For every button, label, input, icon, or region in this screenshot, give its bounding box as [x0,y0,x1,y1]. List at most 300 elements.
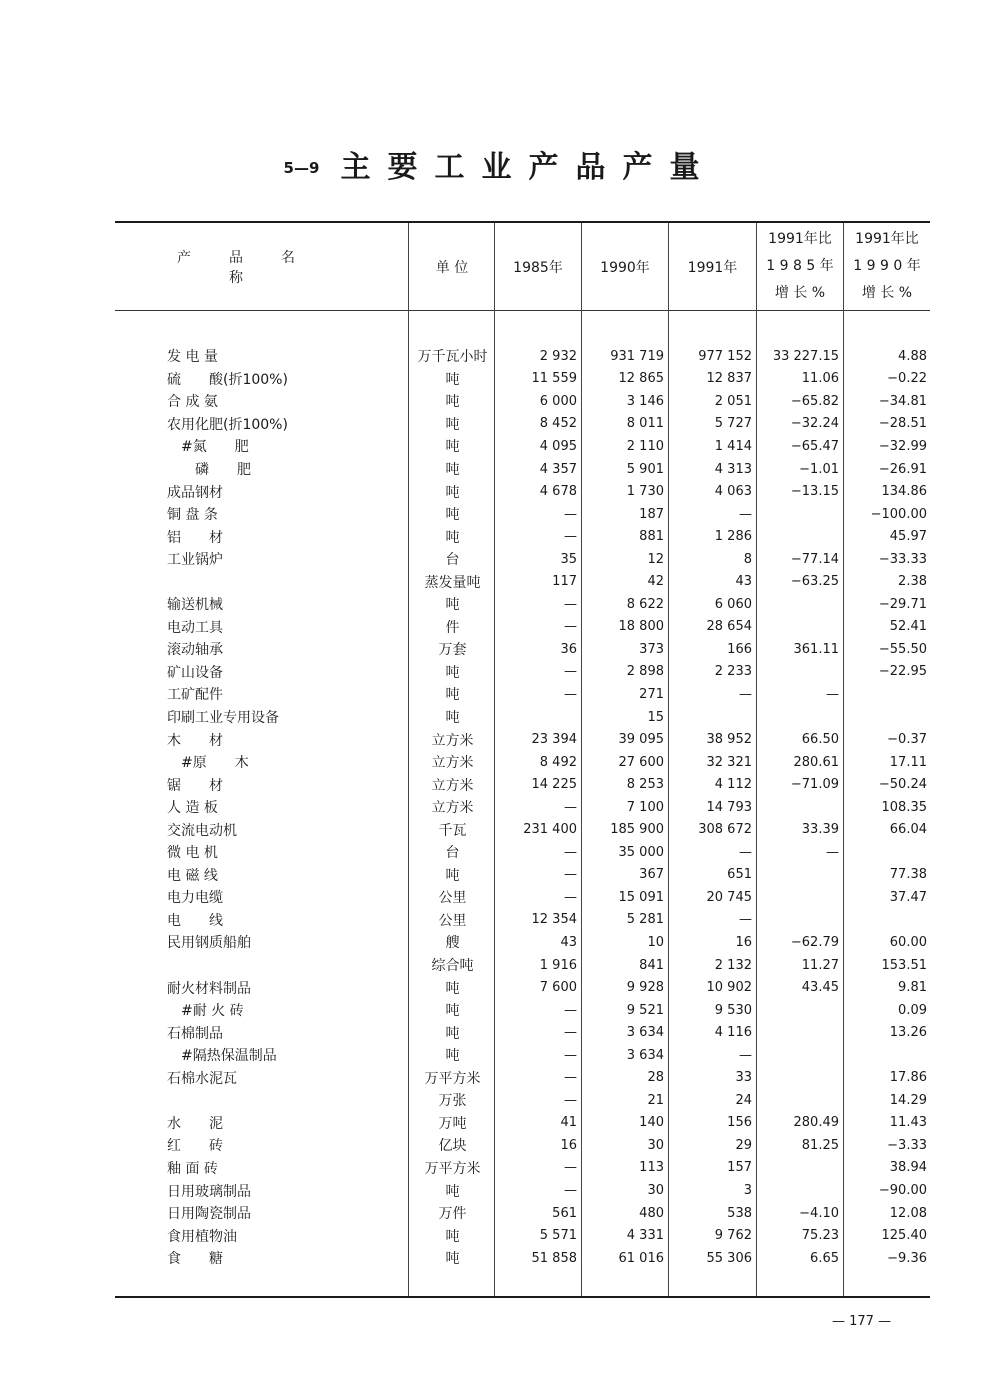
value-1985: 2 932 [539,348,577,364]
product-name: 铝 材 [167,529,223,546]
value-1985: 11 559 [531,371,577,387]
growth-vs-1985: 81.25 [801,1137,839,1153]
growth-vs-1990: 13.26 [889,1025,927,1041]
value-1990: 10 [647,934,664,950]
table-row [115,1179,932,1202]
table-row [115,1224,932,1247]
value-1991: — [739,1047,752,1063]
growth-vs-1990: 108.35 [881,799,927,815]
value-1991 [669,706,757,729]
growth-vs-1985 [757,503,844,526]
product-name: 输送机械 [167,597,223,614]
unit: 吨 [445,371,460,388]
value-1990: 27 600 [618,754,664,770]
growth-vs-1990: 9.81 [898,980,927,996]
growth-vs-1990: 52.41 [889,619,927,635]
unit: 亿块 [438,1138,467,1155]
table-row [115,796,932,819]
growth-vs-1990: −26.91 [878,461,927,477]
value-1991: 29 [735,1137,752,1153]
value-1985: — [564,529,577,545]
growth-vs-1985: 6.65 [810,1250,839,1266]
growth-vs-1985: 280.61 [793,754,839,770]
value-1985: — [564,799,577,815]
value-1985: 8 492 [539,754,577,770]
growth-vs-1990: 60.00 [889,934,927,950]
value-1991: 2 051 [714,393,752,409]
growth-vs-1985: 43.45 [801,980,839,996]
growth-vs-1985: −71.09 [790,777,839,793]
value-1985: 8 452 [539,416,577,432]
growth-vs-1990: 153.51 [881,957,927,973]
product-name: 红 砖 [167,1138,223,1155]
product-name [115,954,410,977]
unit: 吨 [445,597,460,614]
product-name: 微 电 机 [167,845,218,862]
value-1991: 3 [743,1183,752,1198]
header-1991: 1991年 [687,259,738,276]
table-row [115,976,932,999]
unit: 吨 [445,439,460,456]
product-name: 矿山设备 [167,664,223,681]
value-1990: 3 634 [626,1047,664,1063]
product-name: 日用陶瓷制品 [167,1206,251,1223]
value-1991: 1 286 [714,529,752,545]
table-row [115,773,932,796]
value-1991: 166 [727,641,752,657]
value-1991: 10 902 [706,980,752,996]
table-row [115,1202,932,1225]
value-1990: 15 [647,709,664,725]
value-1985: 43 [560,934,577,950]
value-1990: 140 [639,1115,664,1131]
growth-vs-1990: −50.24 [878,777,927,793]
growth-vs-1990: 45.97 [889,529,927,545]
table-row [115,368,932,391]
value-1985: — [564,1070,577,1086]
page-number: — 177 — [832,1314,892,1329]
value-1991: — [739,844,752,860]
value-1985: 231 400 [523,822,577,838]
unit: 综合吨 [431,958,474,975]
value-1985 [495,706,582,729]
value-1991: 538 [727,1205,752,1221]
growth-vs-1985 [757,661,844,684]
table-row [115,1044,932,1067]
growth-vs-1990 [844,706,932,729]
growth-vs-1990: 37.47 [889,889,927,905]
growth-vs-1985 [757,999,844,1022]
unit: 万张 [438,1093,467,1110]
growth-vs-1985: 280.49 [793,1115,839,1131]
value-1990: 12 865 [618,371,664,387]
growth-vs-1985: −32.24 [790,416,839,432]
growth-vs-1985 [757,796,844,819]
value-1985: — [564,1092,577,1108]
growth-vs-1990: 4.88 [898,348,927,364]
header-growth-vs-1985-line2: 1 9 8 5 年 [766,258,834,274]
growth-vs-1990: −9.36 [887,1250,927,1266]
growth-vs-1985: 11.27 [801,957,839,973]
growth-vs-1990: −100.00 [870,506,927,522]
value-1985: — [564,619,577,635]
growth-vs-1985 [757,1021,844,1044]
value-1990: 5 281 [626,912,664,928]
growth-vs-1985: −62.79 [790,934,839,950]
value-1991: 14 793 [706,799,752,815]
value-1985: — [564,664,577,680]
table-title-text: 主要工业产品产量 [340,150,717,185]
unit: 台 [445,552,460,569]
value-1991: 5 727 [714,416,752,432]
growth-vs-1985: — [826,844,839,860]
unit: 立方米 [431,777,474,794]
value-1990: 15 091 [618,889,664,905]
table-row [115,1134,932,1157]
unit: 吨 [445,710,460,727]
header-growth-vs-1985 [757,223,843,310]
product-name: 食 糖 [167,1251,223,1268]
table-row [115,1112,932,1135]
product-name: #原 木 [167,755,249,772]
value-1985: 51 858 [531,1250,577,1266]
value-1991: 8 [743,551,752,567]
growth-vs-1990: −22.95 [878,664,927,680]
product-name: 农用化肥(折100%) [167,416,288,433]
value-1985: — [564,1047,577,1063]
growth-vs-1985 [757,909,844,932]
unit: 吨 [445,394,460,411]
growth-vs-1985 [757,1179,844,1202]
growth-vs-1985 [757,1157,844,1180]
growth-vs-1990: 14.29 [889,1092,927,1108]
unit: 吨 [445,664,460,681]
value-1991: 2 233 [714,664,752,680]
table-row [115,841,932,864]
value-1990: 21 [647,1092,664,1108]
table-row [115,909,932,932]
product-name: #氮 肥 [167,439,249,456]
table-row [115,413,932,436]
growth-vs-1990: −28.51 [878,416,927,432]
value-1990: 931 719 [610,348,664,364]
growth-vs-1990: 66.04 [889,822,927,838]
unit: 万吨 [438,1115,467,1132]
value-1990: 3 634 [626,1025,664,1041]
growth-vs-1985: −4.10 [799,1205,839,1221]
product-name: 人 造 板 [167,800,218,817]
growth-vs-1985 [757,1089,844,1112]
value-1991: 4 063 [714,484,752,500]
product-name: 石棉制品 [167,1025,223,1042]
growth-vs-1985: — [826,686,839,702]
product-name: 锯 材 [167,777,223,794]
growth-vs-1990: −3.33 [887,1137,927,1153]
growth-vs-1990: 0.09 [898,1002,927,1018]
product-name: 滚动轴承 [167,642,223,659]
value-1985: 7 600 [539,980,577,996]
value-1985: 14 225 [531,777,577,793]
growth-vs-1990: −34.81 [878,393,927,409]
value-1990: 35 000 [618,844,664,860]
product-name: 铜 盘 条 [167,507,218,524]
value-1990: 8 622 [626,596,664,612]
table-row [115,458,932,481]
growth-vs-1985 [757,593,844,616]
table-row [115,638,932,661]
unit: 吨 [445,462,460,478]
value-1990: 271 [639,686,664,702]
value-1991: 156 [727,1115,752,1131]
value-1985: 117 [552,574,577,590]
header-growth-vs-1990-line1: 1991年比 [855,231,919,247]
growth-vs-1990 [844,909,932,932]
value-1991: 977 152 [698,348,752,364]
value-1991: 651 [727,867,752,883]
table-row [115,954,932,977]
table-row [115,886,932,909]
growth-vs-1985: −65.47 [790,438,839,454]
value-1991: 157 [727,1160,752,1176]
product-name: 磷 肥 [167,462,251,478]
growth-vs-1990: −90.00 [878,1183,927,1198]
unit: 立方米 [431,732,474,749]
product-name: 电动工具 [167,619,223,636]
growth-vs-1985 [757,886,844,909]
value-1991: 2 132 [714,957,752,973]
value-1990: 8 011 [626,416,664,432]
value-1985: 6 000 [539,393,577,409]
growth-vs-1990: 125.40 [881,1228,927,1244]
product-name: 工业锅炉 [167,552,223,569]
unit: 公里 [438,890,467,907]
value-1991: 1 414 [714,438,752,454]
value-1991: 4 112 [714,777,752,793]
value-1990: 42 [647,574,664,590]
product-name: 电力电缆 [167,890,223,907]
value-1991: 4 116 [714,1025,752,1041]
table-row [115,1157,932,1180]
growth-vs-1990: 2.38 [898,574,927,590]
value-1990: 1 730 [626,484,664,500]
header-1985: 1985年 [513,259,563,276]
value-1991: 43 [735,574,752,590]
value-1991: 16 [735,934,752,950]
value-1985: — [564,506,577,522]
value-1990: 480 [639,1205,664,1221]
growth-vs-1985 [757,1044,844,1067]
value-1990: 113 [639,1160,664,1176]
growth-vs-1985: 33 227.15 [772,348,839,364]
product-name: 交流电动机 [167,822,237,839]
value-1985: 35 [560,551,577,567]
unit: 吨 [445,507,460,524]
product-name: 硫 酸(折100%) [167,371,288,388]
table-row [115,1247,932,1270]
value-1985: — [564,1160,577,1176]
product-name: 食用植物油 [167,1228,237,1245]
value-1985: 5 571 [539,1228,577,1244]
unit: 吨 [445,1251,460,1268]
value-1990: 5 901 [626,461,664,477]
growth-vs-1990: 17.11 [889,754,927,770]
unit: 吨 [445,1183,460,1200]
growth-vs-1990: 11.43 [889,1115,927,1131]
value-1991: 55 306 [706,1250,752,1266]
growth-vs-1985 [757,525,844,548]
growth-vs-1985: 33.39 [801,822,839,838]
product-name: 合 成 氨 [167,394,218,411]
table-row [115,345,932,368]
growth-vs-1990: 38.94 [889,1160,927,1176]
header-rule [115,310,930,311]
unit: 件 [445,619,460,636]
unit: 吨 [445,529,460,546]
growth-vs-1985: −77.14 [790,551,839,567]
value-1991: 9 762 [714,1228,752,1244]
value-1991: 32 321 [706,754,752,770]
unit: 蒸发量吨 [424,574,481,591]
table-row [115,818,932,841]
table-row [115,593,932,616]
value-1985: — [564,1025,577,1041]
unit: 吨 [445,484,460,501]
unit: 吨 [445,1048,460,1065]
product-name: 成品钢材 [167,484,223,501]
product-name: 发 电 量 [167,349,218,366]
value-1990: 18 800 [618,619,664,635]
value-1985: — [564,889,577,905]
header-growth-vs-1990-line2: 1 9 9 0 年 [853,258,921,274]
product-name: 釉 面 砖 [167,1160,218,1177]
value-1985: 16 [560,1137,577,1153]
product-name: 印刷工业专用设备 [167,710,279,727]
growth-vs-1985 [757,1067,844,1090]
growth-vs-1985: 361.11 [793,641,839,657]
value-1991: — [739,506,752,522]
growth-vs-1990: 77.38 [889,867,927,883]
unit: 千瓦 [438,822,467,839]
value-1990: 881 [639,529,664,545]
value-1990: 367 [639,867,664,883]
value-1985: — [564,596,577,612]
table-row [115,931,932,954]
unit: 吨 [445,867,460,884]
product-name: 工矿配件 [167,687,223,704]
growth-vs-1985: −1.01 [799,461,839,477]
header-product-name: 产品名称 [177,249,333,286]
unit: 艘 [445,935,460,952]
header-unit: 单 位 [435,259,469,276]
header-growth-vs-1990-line3: 增 长 % [861,285,913,301]
value-1990: 373 [639,641,664,657]
value-1991: 33 [735,1070,752,1086]
product-output-table [115,345,932,1269]
product-name: 日用玻璃制品 [167,1183,251,1200]
growth-vs-1990: 12.08 [889,1205,927,1221]
product-name: 电 磁 线 [167,867,218,884]
unit: 吨 [445,1025,460,1042]
product-name: #耐 火 砖 [167,1003,244,1020]
value-1990: 4 331 [626,1228,664,1244]
value-1991: 308 672 [698,822,752,838]
growth-vs-1985 [757,864,844,887]
value-1990: 61 016 [618,1250,664,1266]
product-name [115,570,410,593]
growth-vs-1985 [757,706,844,729]
table-row [115,548,932,571]
table-row [115,728,932,751]
growth-vs-1990: −0.22 [887,371,927,387]
product-name: 耐火材料制品 [167,980,251,997]
product-name [115,1089,410,1112]
growth-vs-1990 [844,683,932,706]
growth-vs-1985: −65.82 [790,393,839,409]
growth-vs-1990: 17.86 [889,1070,927,1086]
header-growth-vs-1985-line3: 增 长 % [774,285,826,301]
growth-vs-1990: −29.71 [878,596,927,612]
value-1991: 24 [735,1092,752,1108]
value-1985: 561 [552,1205,577,1221]
value-1985: 36 [560,641,577,657]
value-1990: 185 900 [610,822,664,838]
bottom-rule [115,1296,930,1298]
value-1985: 4 357 [539,461,577,477]
unit: 吨 [445,1228,460,1245]
value-1991: — [739,686,752,702]
table-row [115,706,932,729]
value-1991: 28 654 [706,619,752,635]
value-1991: 9 530 [714,1002,752,1018]
value-1991: 20 745 [706,889,752,905]
product-name: 石棉水泥瓦 [167,1070,237,1087]
unit: 立方米 [431,755,474,772]
value-1990: 841 [639,957,664,973]
value-1985: — [564,844,577,860]
value-1990: 2 110 [626,438,664,454]
table-row [115,864,932,887]
value-1985: 4 678 [539,484,577,500]
product-name: 木 材 [167,732,223,749]
value-1990: 39 095 [618,732,664,748]
table-row [115,480,932,503]
value-1985: — [564,1002,577,1018]
value-1990: 7 100 [626,799,664,815]
product-name: 水 泥 [167,1115,223,1132]
header-1990: 1990年 [600,259,650,276]
unit: 吨 [445,1003,460,1020]
growth-vs-1990: −32.99 [878,438,927,454]
value-1990: 9 521 [626,1002,664,1018]
value-1991: 12 837 [706,371,752,387]
table-number: 5—9 [283,159,320,177]
growth-vs-1990: −33.33 [878,551,927,567]
growth-vs-1985: 75.23 [801,1228,839,1244]
table-row [115,999,932,1022]
table-row [115,435,932,458]
header-growth-vs-1990 [844,223,930,310]
unit: 万件 [438,1206,467,1223]
unit: 万套 [438,642,467,659]
growth-vs-1985 [757,616,844,639]
table-row [115,570,932,593]
product-name: 民用钢质船舶 [167,935,251,952]
growth-vs-1990 [844,841,932,864]
growth-vs-1990 [844,1044,932,1067]
value-1991: 38 952 [706,732,752,748]
unit: 吨 [445,687,460,704]
growth-vs-1990: −55.50 [878,641,927,657]
